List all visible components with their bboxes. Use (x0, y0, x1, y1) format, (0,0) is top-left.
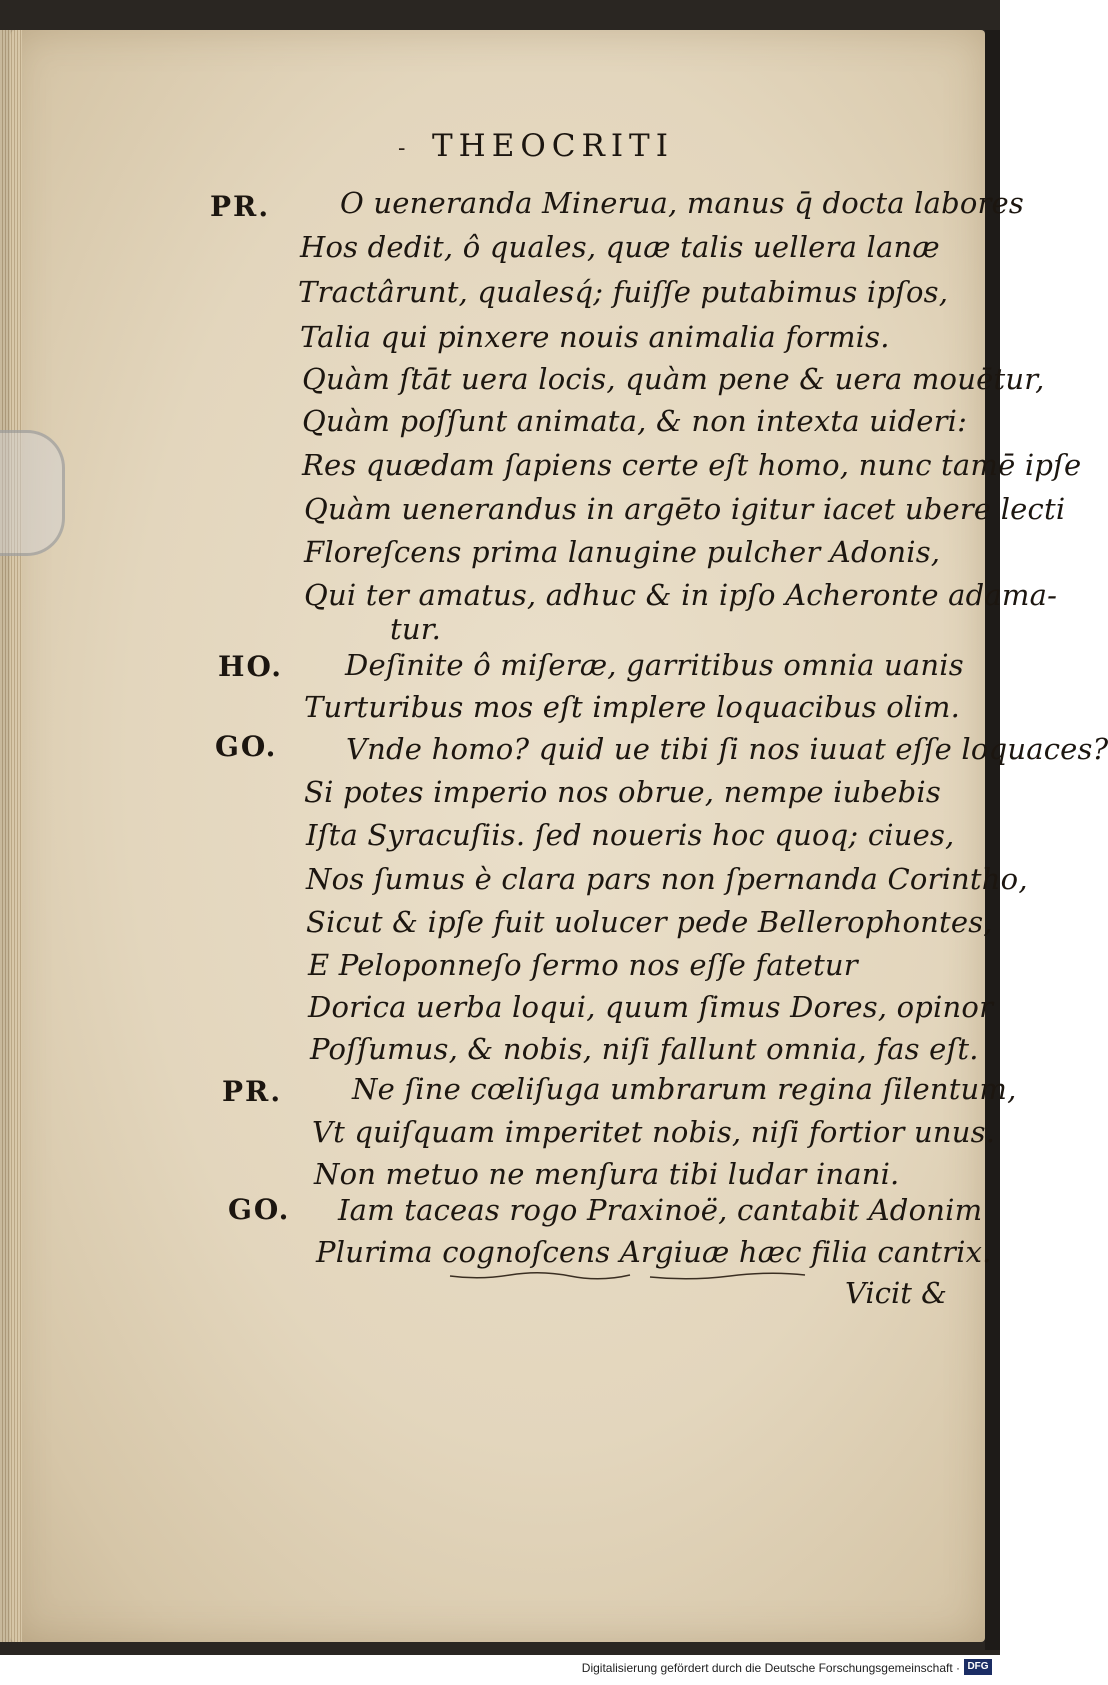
page-clip (0, 430, 65, 556)
verse-line: E Peloponneſo ſermo nos eſſe fatetur (308, 948, 858, 982)
ink-underline (450, 1268, 810, 1282)
verse-line: Dorica uerba loqui, quum ſimus Dores, opinor (308, 990, 994, 1024)
speaker-label: GO. (228, 1193, 291, 1226)
digitization-credit: Digitalisierung gefördert durch die Deutsche Forschungsgemeinschaft · (581, 1661, 960, 1675)
catchword: Vicit & (845, 1276, 947, 1310)
verse-line: Vt quiſquam imperitet nobis, niſi fortior unus. (312, 1115, 996, 1149)
running-head: THEOCRITI (432, 128, 674, 164)
header-mark: - (398, 136, 406, 161)
verse-line: Hos dedit, ô quales, quæ talis uellera lanæ (300, 230, 940, 264)
verse-line: Tractârunt, qualesq́; fuiſſe putabimus ipſos, (298, 275, 949, 309)
verse-line: Quàm uenerandus in argēto igitur iacet ubere lecti (304, 492, 1066, 526)
verse-line: tur. (390, 612, 442, 646)
verse-line: O ueneranda Minerua, manus q̄ docta labores (340, 186, 1024, 220)
verse-line: Vnde homo? quid ue tibi ſi nos iuuat eſſe loquaces? (346, 732, 1108, 766)
verse-line: Ne ſine cœliſuga umbrarum regina ſilentum, (352, 1072, 1017, 1106)
verse-line: Sicut & ipſe fuit uolucer pede Bellerophontes, (306, 905, 993, 939)
verse-line: Talia qui pinxere nouis animalia formis. (300, 320, 890, 354)
speaker-label: PR. (222, 1075, 283, 1108)
verse-line: Iam taceas rogo Praxinoë, cantabit Adonim (338, 1193, 983, 1227)
verse-line: Poſſumus, & nobis, niſi fallunt omnia, fas eſt. (310, 1032, 979, 1066)
verse-line: Quàm poſſunt animata, & non intexta uideri: (302, 404, 968, 438)
verse-line: Deſinite ô miſeræ, garritibus omnia uanis (345, 648, 964, 682)
verse-line: Res quædam ſapiens certe eſt homo, nunc tamē ipſe (302, 448, 1082, 482)
speaker-label: PR. (210, 190, 271, 223)
verse-line: Quàm ſtāt uera locis, quàm pene & uera mouētur, (302, 362, 1045, 396)
verse-line: Qui ter amatus, adhuc & in ipſo Acheronte adama- (304, 578, 1058, 612)
right-page-edge (985, 30, 1000, 1650)
verse-line: Turturibus mos eſt implere loquacibus olim. (304, 690, 960, 724)
speaker-label: HO. (218, 650, 283, 683)
dfg-logo: DFG (964, 1659, 992, 1675)
speaker-label: GO. (215, 730, 278, 763)
verse-line: Iſta Syracuſiis. ſed noueris hoc quoq; ciues, (306, 818, 955, 852)
page-edges (0, 30, 22, 1642)
verse-line: Non metuo ne menſura tibi ludar inani. (314, 1157, 900, 1191)
verse-line: Nos ſumus è clara pars non ſpernanda Corintho, (306, 862, 1028, 896)
verse-line: Si potes imperio nos obrue, nempe iubebis (304, 775, 941, 809)
verse-line: Floreſcens prima lanugine pulcher Adonis, (304, 535, 941, 569)
verse-line: Plurima cognoſcens Argiuæ hæc filia cantrix. (316, 1235, 992, 1269)
footer-bar (0, 1657, 1000, 1685)
